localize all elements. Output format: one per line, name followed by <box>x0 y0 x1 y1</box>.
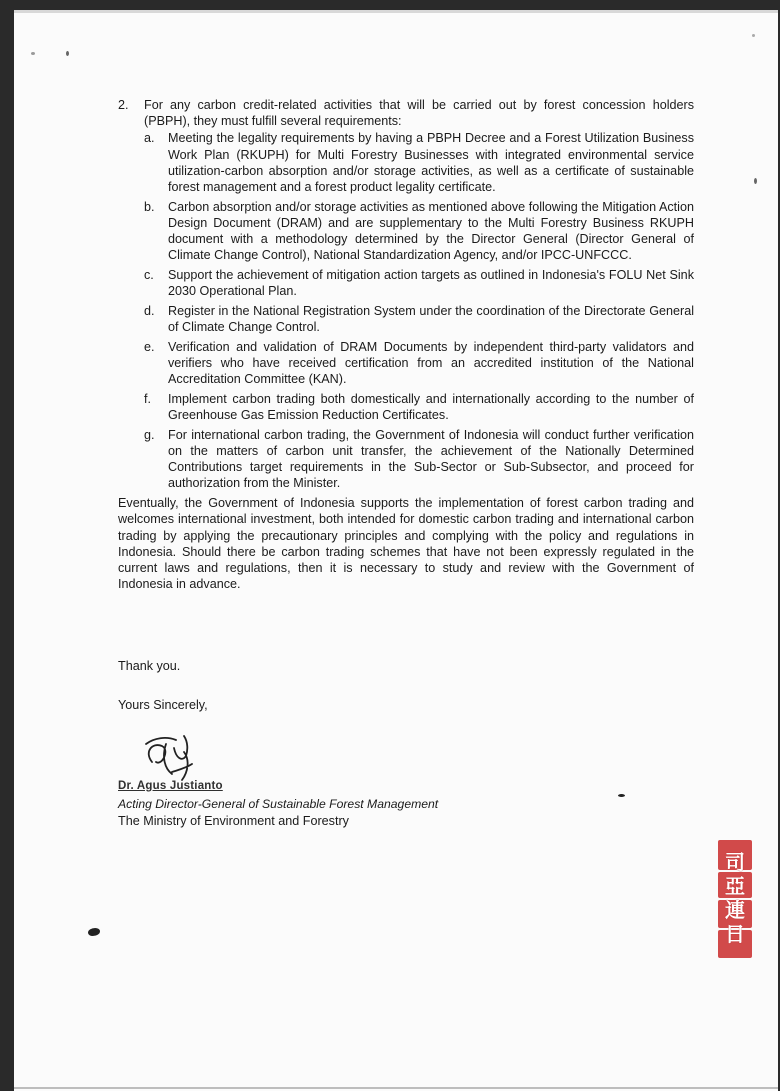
item-number: 2. <box>118 98 129 112</box>
list-item-text: Verification and validation of DRAM Documents by independent third-party validators and verifiers who have received certification from an accredited institution of the National Accreditation Committee (KAN). <box>168 339 694 387</box>
scan-speck <box>754 178 757 184</box>
page-top-edge <box>14 10 778 13</box>
signatory-name: Dr. Agus Justianto <box>118 780 223 792</box>
list-item-text: For international carbon trading, the Government of Indonesia will conduct further verification on the matters of carbon unit transfer, the achievement of the Nationally Determined Contributions target requirements in the Sub-Sector or Sub-Subsector, and proceed for authorization from the Minister. <box>168 427 694 491</box>
item-text: For any carbon credit-related activities that will be carried out by forest concession holders (PBPH), they must fulfill several requirements: <box>144 98 694 129</box>
list-item-letter: d. <box>144 303 155 318</box>
list-item-letter: f. <box>144 391 151 406</box>
sincerely-line: Yours Sincerely, <box>118 698 208 712</box>
scan-speck <box>31 52 35 55</box>
list-item <box>144 267 694 299</box>
list-item <box>144 427 694 492</box>
list-item-text: Implement carbon trading both domestically and internationally according to the number of Greenhouse Gas Emission Reduction Certificates. <box>168 391 694 423</box>
scan-speck <box>66 51 69 56</box>
closing-paragraph: Eventually, the Government of Indonesia supports the implementation of forest carbon trading and welcomes international investment, both intended for domestic carbon trading and international carbon trading by applying the precautionary principles and complying with the policy and regulations in Indonesia. Should there be carbon trading schemes that have not been expressly regulated in the current laws and regulations, then it is necessary to study and review with the Government of Indonesia in advance. <box>118 496 694 592</box>
list-item <box>144 339 694 388</box>
scan-speck <box>752 34 755 37</box>
list-item <box>144 303 694 335</box>
thank-you-line: Thank you. <box>118 659 181 673</box>
list-item-text: Carbon absorption and/or storage activities as mentioned above following the Mitigation Action Design Document (DRAM) and are supplementary to the Multi Forestry Business RKUPH document with a methodology determined by the Director General (Director General of Climate Change Control), National Standardization Agency, and/or IPCC-UNFCCC. <box>168 199 694 263</box>
letter-body <box>118 97 694 592</box>
list-item-text: Meeting the legality requirements by having a PBPH Decree and a Forest Utilization Business Work Plan (RKUPH) for Multi Forestry Businesses with integrated environmental service utilization-carbon absorption and/or storage activities, as well as a certificate of sustainable forest management and a forest product legality certificate. <box>168 131 694 195</box>
scan-speck <box>88 928 100 936</box>
list-item-letter: b. <box>144 199 155 214</box>
page-bottom-edge <box>14 1087 778 1089</box>
scan-speck <box>618 794 625 797</box>
list-item-text: Register in the National Registration System under the coordination of the Directorate General of Climate Change Control. <box>168 303 694 335</box>
requirements-list <box>144 130 694 491</box>
red-seal-stamp <box>714 840 754 958</box>
list-item-text: Support the achievement of mitigation action targets as outlined in Indonesia's FOLU Net Sink 2030 Operational Plan. <box>168 268 694 299</box>
handwritten-signature <box>132 722 212 784</box>
list-item-letter: c. <box>144 268 154 283</box>
list-item-letter: a. <box>144 131 155 146</box>
list-item <box>144 130 694 195</box>
signatory-title: Acting Director-General of Sustainable Forest Management <box>118 797 439 811</box>
document-page <box>14 10 778 1091</box>
list-item-letter: e. <box>144 339 155 354</box>
signatory-ministry: The Ministry of Environment and Forestry <box>118 814 349 828</box>
list-item <box>144 199 694 264</box>
list-item <box>144 391 694 423</box>
list-item-letter: g. <box>144 427 155 442</box>
numbered-item-2 <box>118 97 694 492</box>
stamp-characters: 司亞連日 <box>725 850 745 946</box>
